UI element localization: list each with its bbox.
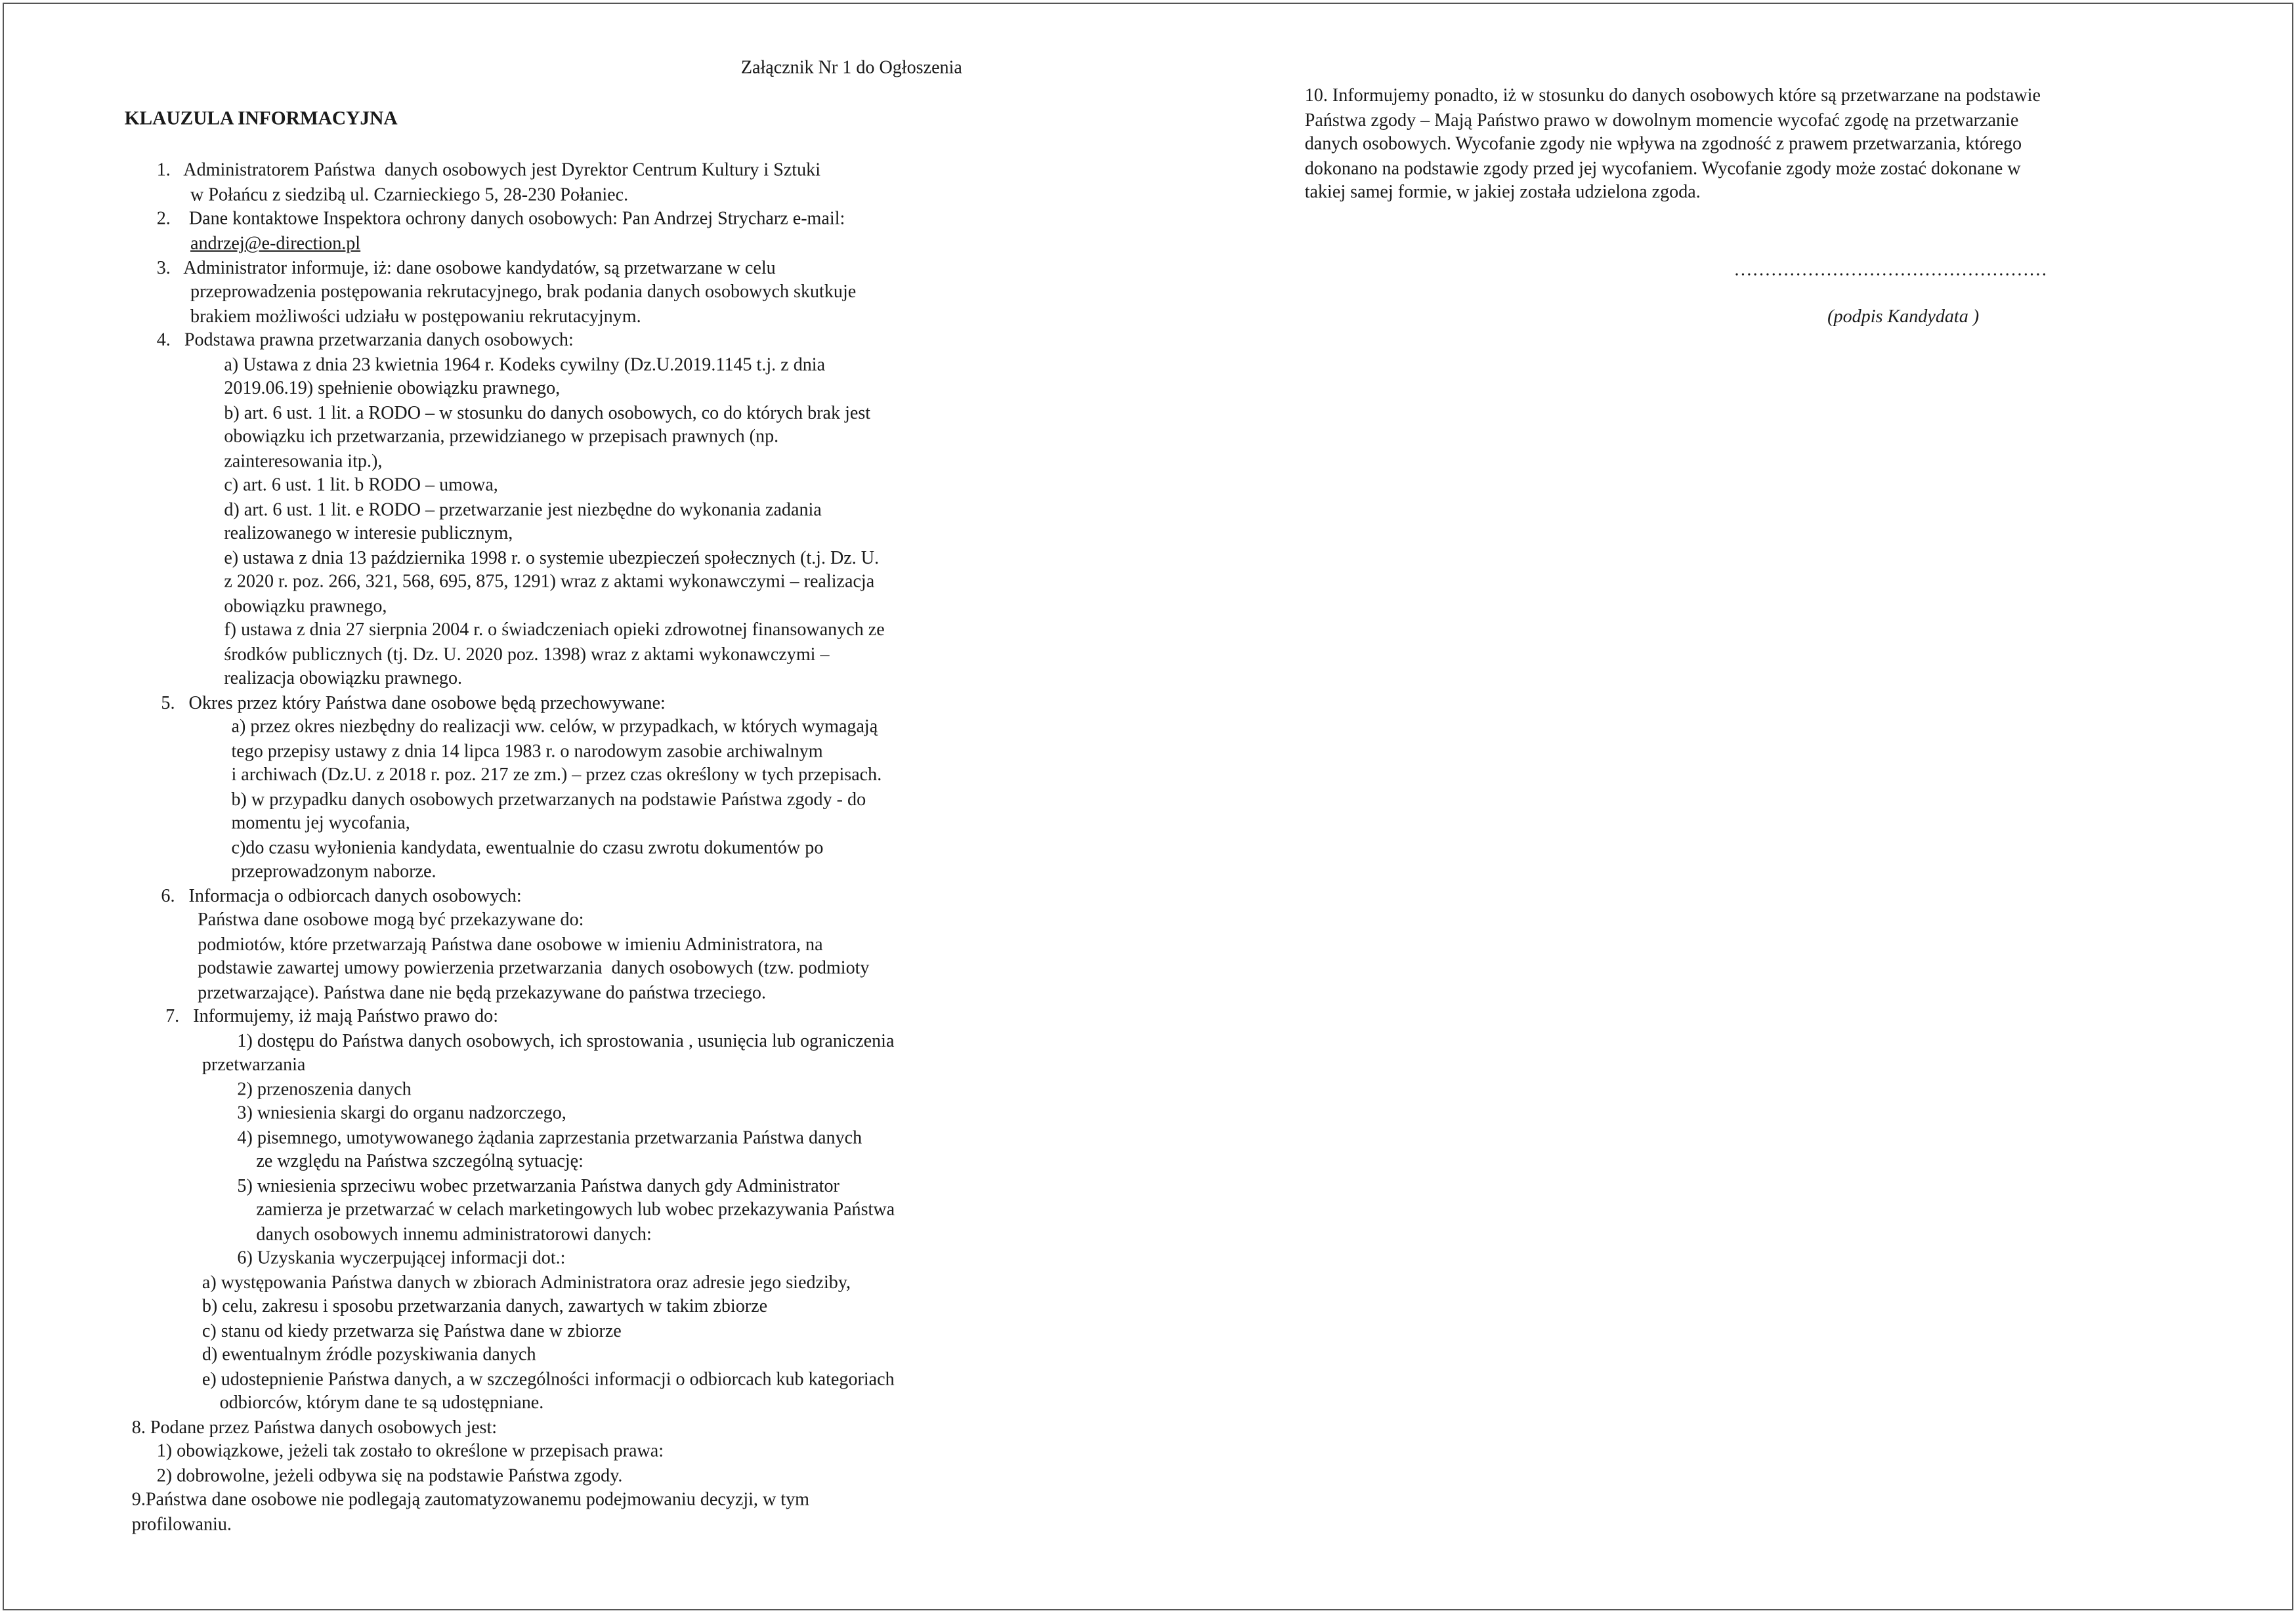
email-link[interactable]: andrzej@e-direction.pl (190, 232, 361, 253)
paragraph-line: danych osobowych. Wycofanie zgody nie wpływa na zgodność z prawem przetwarzania, którego (1304, 133, 2022, 154)
list-item: realizacja obowiązku prawnego. (224, 667, 463, 688)
list-item: 1) dostępu do Państwa danych osobowych, ich sprostowania , usunięcia lub ograniczenia (237, 1030, 895, 1051)
list-item: 6) Uzyskania wyczerpującej informacji dot.: (237, 1247, 566, 1268)
list-item: 7. Informujemy, iż mają Państwo prawo do: (165, 1005, 499, 1026)
list-item: i archiwach (Dz.U. z 2018 r. poz. 217 ze zm.) – przez czas określony w tych przepisach. (231, 764, 882, 785)
signature-line: …………………………………………… (1733, 259, 2048, 280)
list-item: 4. Podstawa prawna przetwarzania danych osobowych: (156, 329, 574, 350)
list-item: 3. Administrator informuje, iż: dane osobowe kandydatów, są przetwarzane w celu (156, 257, 776, 278)
list-item: 4) pisemnego, umotywowanego żądania zaprzestania przetwarzania Państwa danych (237, 1127, 862, 1148)
list-item: danych osobowych innemu administratorowi danych: (256, 1224, 652, 1245)
paragraph-line: dokonano na podstawie zgody przed jej wycofaniem. Wycofanie zgody może zostać dokonane w (1304, 157, 2021, 179)
list-item: 3) wniesienia skargi do organu nadzorczego, (237, 1102, 566, 1123)
list-item: 2019.06.19) spełnienie obowiązku prawnego, (224, 377, 561, 398)
list-item: 5. Okres przez który Państwa dane osobowe będą przechowywane: (161, 692, 666, 713)
list-item: e) ustawa z dnia 13 października 1998 r. o systemie ubezpieczeń społecznych (t.j. Dz. U. (224, 547, 880, 568)
list-item: a) przez okres niezbędny do realizacji ww. celów, w przypadkach, w których wymagają (231, 715, 878, 737)
list-item: ze względu na Państwa szczególną sytuację: (256, 1150, 584, 1171)
list-item: zamierza je przetwarzać w celach marketingowych lub wobec przekazywania Państwa (256, 1199, 895, 1220)
paragraph-line: Państwa zgody – Mają Państwo prawo w dowolnym momencie wycofać zgodę na przetwarzanie (1304, 110, 2019, 131)
list-item: 1) obowiązkowe, jeżeli tak zostało to określone w przepisach prawa: (156, 1440, 664, 1461)
list-item: 2) przenoszenia danych (237, 1079, 412, 1100)
list-item: przetwarzania (202, 1054, 306, 1075)
list-item: z 2020 r. poz. 266, 321, 568, 695, 875, 1291) wraz z aktami wykonawczymi – realizacja (224, 571, 875, 592)
list-item: brakiem możliwości udziału w postępowaniu rekrutacyjnym. (190, 306, 641, 327)
list-item: Państwa dane osobowe mogą być przekazywane do: (198, 909, 584, 930)
list-item: d) art. 6 ust. 1 lit. e RODO – przetwarzanie jest niezbędne do wykonania zadania (224, 499, 822, 520)
list-item: 8. Podane przez Państwa danych osobowych jest: (131, 1417, 498, 1438)
list-item: f) ustawa z dnia 27 sierpnia 2004 r. o świadczeniach opieki zdrowotnej finansowanych ze (224, 619, 885, 640)
list-item: b) celu, zakresu i sposobu przetwarzania danych, zawartych w takim zbiorze (202, 1295, 768, 1316)
list-item: d) ewentualnym źródle pozyskiwania danych (202, 1343, 536, 1365)
list-item: odbiorców, którym dane te są udostępniane. (219, 1392, 544, 1413)
paragraph-line: takiej samej formie, w jakiej została udzielona zgoda. (1304, 181, 1701, 202)
list-item: profilowaniu. (131, 1513, 232, 1534)
list-item: podstawie zawartej umowy powierzenia przetwarzania danych osobowych (tzw. podmioty (198, 957, 870, 978)
list-item: zainteresowania itp.), (224, 451, 383, 472)
list-item: c) stanu od kiedy przetwarza się Państwa dane w zbiorze (202, 1320, 622, 1341)
list-item: przetwarzające). Państwa dane nie będą przekazywane do państwa trzeciego. (198, 982, 767, 1003)
attachment-label: Załącznik Nr 1 do Ogłoszenia (740, 57, 962, 78)
list-item: w Połańcu z siedzibą ul. Czarnieckiego 5, 28-230 Połaniec. (190, 184, 629, 205)
list-item: a) Ustawa z dnia 23 kwietnia 1964 r. Kodeks cywilny (Dz.U.2019.1145 t.j. z dnia (224, 354, 826, 375)
list-item: 1. Administratorem Państwa danych osobowych jest Dyrektor Centrum Kultury i Sztuki (156, 159, 821, 180)
list-item: a) występowania Państwa danych w zbiorach Administratora oraz adresie jego siedziby, (202, 1272, 851, 1293)
list-item: podmiotów, które przetwarzają Państwa dane osobowe w imieniu Administratora, na (198, 934, 823, 955)
list-item: momentu jej wycofania, (231, 812, 410, 833)
list-item: 2. Dane kontaktowe Inspektora ochrony danych osobowych: Pan Andrzej Strycharz e-mail: (156, 207, 845, 229)
list-item: obowiązku ich przetwarzania, przewidzianego w przepisach prawnych (np. (224, 426, 779, 447)
page-title: KLAUZULA INFORMACYJNA (124, 106, 398, 129)
list-item: 6. Informacja o odbiorcach danych osobowych: (161, 885, 522, 906)
list-item: tego przepisy ustawy z dnia 14 lipca 1983 r. o narodowym zasobie archiwalnym (231, 740, 823, 762)
list-item: realizowanego w interesie publicznym, (224, 522, 513, 543)
list-item: e) udostepnienie Państwa danych, a w szczególności informacji o odbiorcach kub kategoriach (202, 1368, 895, 1390)
list-item: przeprowadzonym naborze. (231, 860, 436, 882)
list-item: c)do czasu wyłonienia kandydata, ewentualnie do czasu zwrotu dokumentów po (231, 837, 824, 858)
paragraph-line: 10. Informujemy ponadto, iż w stosunku do danych osobowych które są przetwarzane na podstawie (1304, 85, 2041, 106)
list-item: 9.Państwa dane osobowe nie podlegają zautomatyzowanemu podejmowaniu decyzji, w tym (131, 1488, 810, 1510)
list-item: środków publicznych (tj. Dz. U. 2020 poz. 1398) wraz z aktami wykonawczymi – (224, 644, 830, 665)
list-item: b) art. 6 ust. 1 lit. a RODO – w stosunku do danych osobowych, co do których brak jest (224, 402, 871, 423)
list-item: przeprowadzenia postępowania rekrutacyjnego, brak podania danych osobowych skutkuje (190, 281, 857, 302)
list-item: obowiązku prawnego, (224, 595, 387, 617)
list-item: b) w przypadku danych osobowych przetwarzanych na podstawie Państwa zgody - do (231, 789, 866, 810)
list-item: 5) wniesienia sprzeciwu wobec przetwarzania Państwa danych gdy Administrator (237, 1175, 840, 1196)
list-item: 2) dobrowolne, jeżeli odbywa się na podstawie Państwa zgody. (156, 1465, 623, 1486)
signature-caption: (podpis Kandydata ) (1827, 306, 1980, 327)
list-item: c) art. 6 ust. 1 lit. b RODO – umowa, (224, 474, 498, 495)
